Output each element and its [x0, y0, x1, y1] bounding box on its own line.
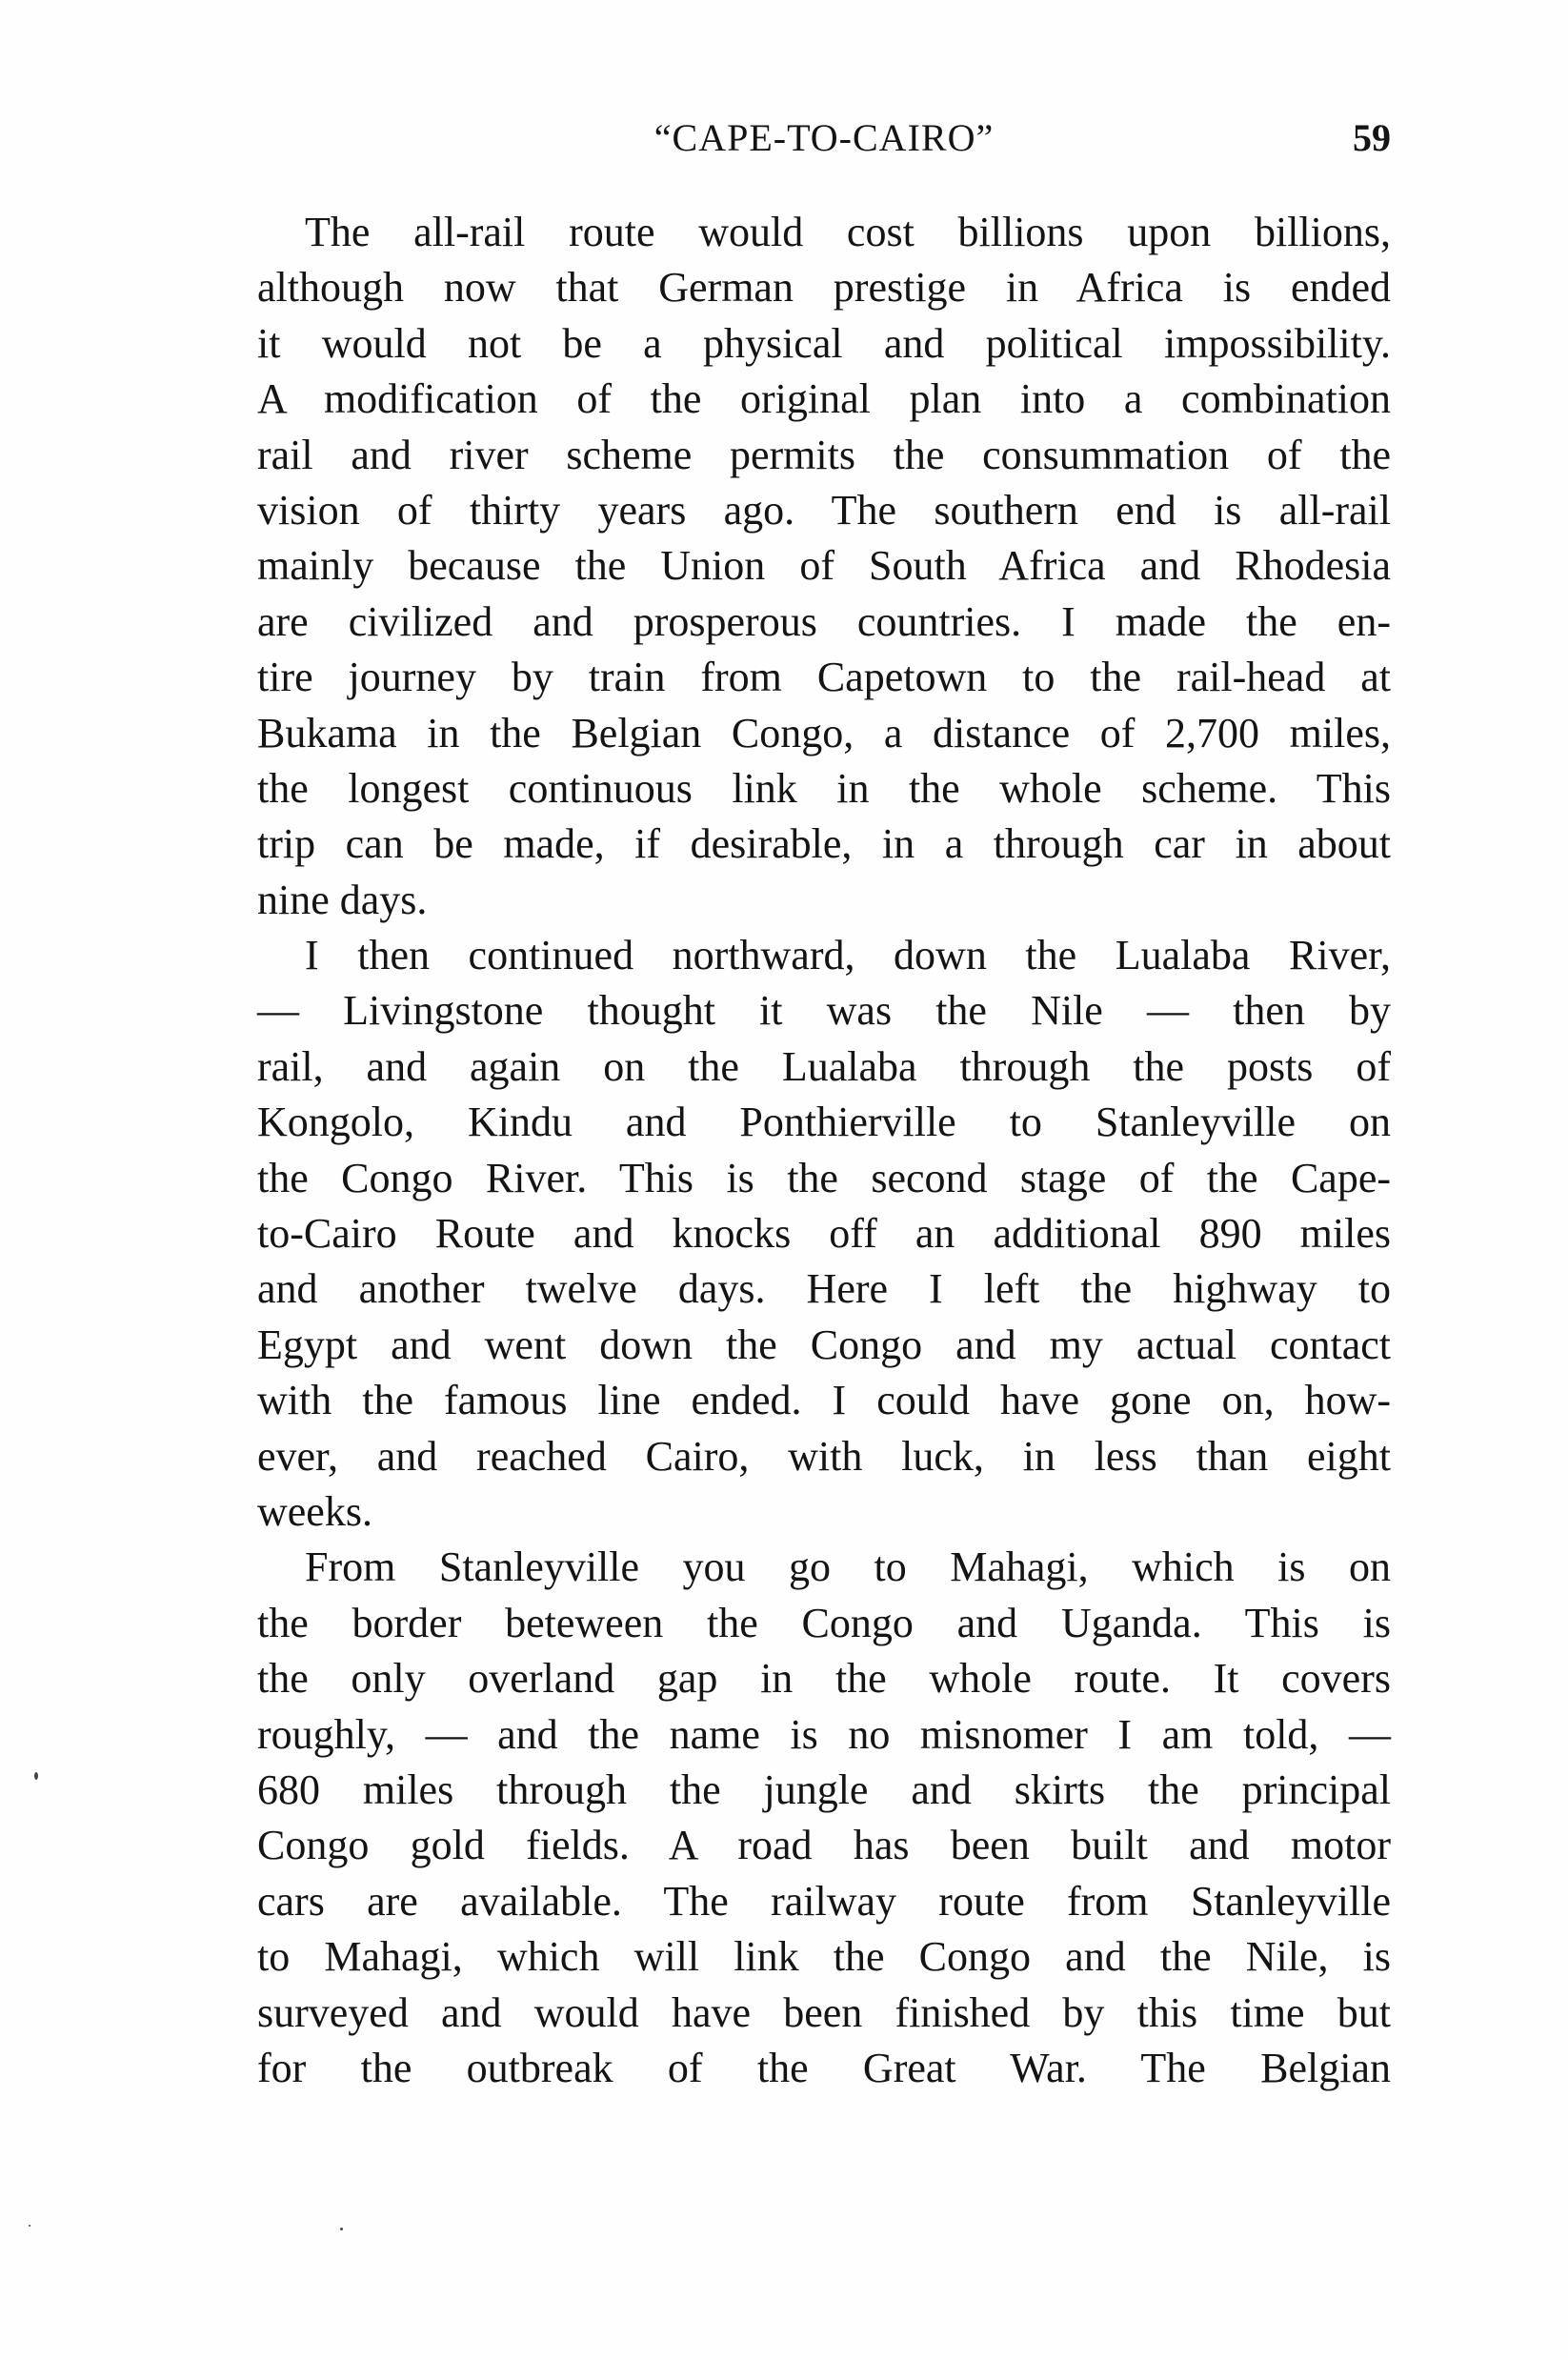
text-line: to Mahagi, which will link the Congo and the Nile, is: [257, 1933, 1391, 1981]
text-line: Bukama in the Belgian Congo, a distance of 2,700 miles,: [257, 709, 1391, 756]
text-line: weeks.: [257, 1487, 372, 1535]
page-number: 59: [1353, 116, 1391, 159]
text-line: it would not be a physical and political impossibility.: [257, 319, 1391, 367]
text-line: the longest continuous link in the whole scheme. This: [257, 764, 1391, 812]
text-line: 680 miles through the jungle and skirts the principal: [257, 1765, 1391, 1813]
body-text: [257, 205, 1391, 2096]
text-line: to-Cairo Route and knocks off an additional 890 miles: [257, 1210, 1391, 1258]
text-line: the border beteween the Congo and Uganda. This is: [257, 1599, 1391, 1646]
text-line: A modification of the original plan into a combination: [257, 375, 1391, 423]
running-head: [257, 110, 1391, 167]
text-line: mainly because the Union of South Africa and Rhodesia: [257, 542, 1391, 590]
running-title: “CAPE-TO-CAIRO”: [653, 116, 995, 159]
text-line: nine days.: [257, 876, 428, 923]
ink-speck: [34, 1772, 38, 1780]
text-line: are civilized and prosperous countries. I made the en-: [257, 597, 1391, 645]
text-line: and another twelve days. Here I left the highway to: [257, 1265, 1391, 1313]
text-line: tire journey by train from Capetown to the rail-head at: [257, 654, 1391, 701]
text-line: ever, and reached Cairo, with luck, in less than eight: [257, 1432, 1391, 1480]
text-line: rail and river scheme permits the consummation of the: [257, 431, 1391, 478]
text-line: Egypt and went down the Congo and my actual contact: [257, 1321, 1391, 1368]
text-line: — Livingstone thought it was the Nile — then by: [257, 987, 1391, 1035]
text-line: cars are available. The railway route from Stanleyville: [257, 1877, 1391, 1925]
text-line: roughly, — and the name is no misnomer I am told, —: [257, 1710, 1391, 1758]
ink-speck: [29, 2225, 30, 2227]
text-line: with the famous line ended. I could have gone on, how-: [257, 1377, 1391, 1424]
text-line: I then continued northward, down the Lualaba River,: [305, 932, 1391, 979]
text-line: the Congo River. This is the second stage of the Cape-: [257, 1154, 1391, 1201]
text-line: surveyed and would have been finished by this time but: [257, 1988, 1391, 2036]
text-line: The all-rail route would cost billions upon billions,: [305, 209, 1391, 255]
text-line: the only overland gap in the whole route. It covers: [257, 1655, 1391, 1703]
text-line: for the outbreak of the Great War. The Belgian: [257, 2044, 1391, 2091]
text-line: rail, and again on the Lualaba through the posts of: [257, 1042, 1391, 1090]
text-line: vision of thirty years ago. The southern end is all-rail: [257, 486, 1391, 534]
text-line: From Stanleyville you go to Mahagi, which is on: [305, 1543, 1391, 1591]
text-line: Kongolo, Kindu and Ponthierville to Stanleyville on: [257, 1099, 1391, 1146]
ink-speck: [340, 2228, 343, 2230]
text-line: Congo gold fields. A road has been built and motor: [257, 1822, 1391, 1869]
text-line: trip can be made, if desirable, in a through car in about: [257, 820, 1391, 868]
text-line: although now that German prestige in Africa is ended: [257, 264, 1391, 312]
